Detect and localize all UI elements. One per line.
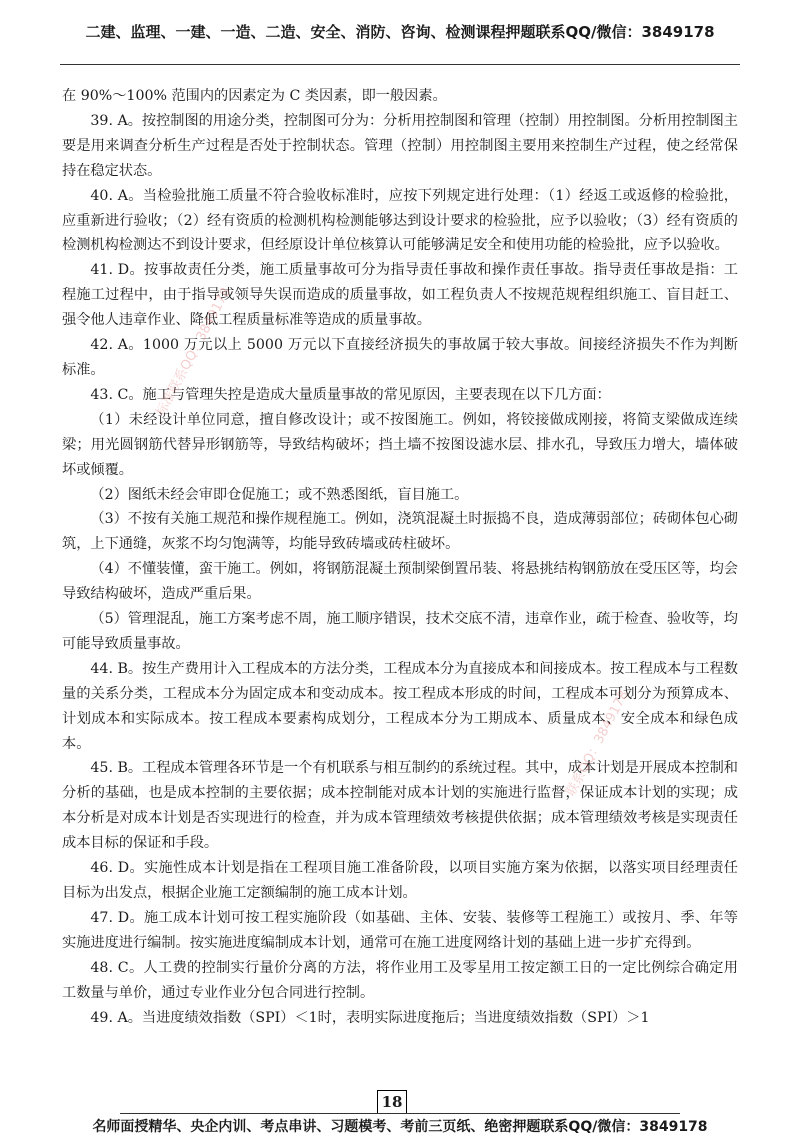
paragraph-continuation: 在 90%～100% 范围内的因素定为 C 类因素，即一般因素。 [62,88,447,104]
page-body [62,84,738,1030]
answer-48: 48. C。人工费的控制实行量价分离的方法，将作业用工及零星用工按定额工日的一定比例综合确定用工数量与单价，通过专业作业分包合同进行控制。 [62,959,738,1001]
page-number: 18 [377,1090,407,1114]
header-divider [60,64,740,65]
answer-43-item-4: （4）不懂装懂，蛮干施工。例如，将钢筋混凝土预制梁倒置吊装、将悬挑结构钢筋放在受压区等，均会导致结构破坏，造成严重后果。 [62,561,738,603]
answer-43-item-3: （3）不按有关施工规范和操作规程施工。例如，浇筑混凝土时振捣不良，造成薄弱部位；砖砌体包心砌筑，上下通缝，灰浆不均匀饱满等，均能导致砖墙或砖柱破坏。 [62,511,738,553]
answer-46: 46. D。实施性成本计划是指在工程项目施工准备阶段，以项目实施方案为依据，以落实项目经理责任目标为出发点，根据企业施工定额编制的施工成本计划。 [62,860,738,901]
answer-43-item-1: （1）未经设计单位同意，擅自修改设计；或不按图施工。例如，将铰接做成刚接，将简支梁做成连续梁；用光圆钢筋代替异形钢筋等，导致结构破坏；挡土墙不按图设滤水层、排水孔，导致压力增大，墙体破坏或倾覆。 [62,411,738,478]
watermark: 标准联系QQ：3849178 [153,285,235,419]
answer-40: 40. A。当检验批施工质量不符合验收标准时，应按下列规定进行处理：（1）经返工或返修的检验批，应重新进行验收；（2）经有资质的检测机构检测能够达到设计要求的检验批，应予以验收；（3）经有资质的检测机构检测达不到设计要求，但经原设计单位核算认可能够满足安全和使用功能的检验批，应予以验收。 [62,187,738,254]
answer-43: 43. C。施工与管理失控是造成大量质量事故的常见原因，主要表现在以下几方面： [90,386,611,403]
answer-41: 41. D。按事故责任分类，施工质量事故可分为指导责任事故和操作责任事故。指导责任事故是指：工程施工过程中，由于指导或领导失误而造成的质量事故，如工程负责人不按规范规程组织施工、盲目赶工、强令他人违章作业、降低工程质量标准等造成的质量事故。 [62,262,738,329]
answer-45: 45. B。工程成本管理各环节是一个有机联系与相互制约的系统过程。其中，成本计划是开展成本控制和分析的基础，也是成本控制的主要依据；成本控制能对成本计划的实施进行监督，保证成本计划的实现；成本分析是对成本计划是否实现进行的检查，并为成本管理绩效考核提供依据；成本管理绩效考核是实现责任成本目标的保证和手段。 [62,760,738,852]
answer-44: 44. B。按生产费用计入工程成本的方法分类，工程成本分为直接成本和间接成本。按工程成本与工程数量的关系分类，工程成本分为固定成本和变动成本。按工程成本形成的时间，工程成本可划分为预算成本、计划成本和实际成本。按工程成本要素构成划分，工程成本分为工期成本、质量成本、安全成本和绿色成本。 [62,660,738,752]
answer-47: 47. D。施工成本计划可按工程实施阶段（如基础、主体、安装、装修等工程施工）或按月、季、年等实施进度进行编制。按实施进度编制成本计划，通常可在施工进度网络计划的基础上进一步扩充得到。 [62,909,738,951]
answer-43-item-2: （2）图纸未经会审即仓促施工；或不熟悉图纸，盲目施工。 [90,486,469,503]
answer-39: 39. A。按控制图的用途分类，控制图可分为：分析用控制图和管理（控制）用控制图。分析用控制图主要是用来调查分析生产过程是否处于控制状态。管理（控制）用控制图主要用来控制生产过程，使之经常保持在稳定状态。 [62,112,738,179]
watermark: 联系QQ：3849178 [563,688,632,799]
page-footer: 名师面授精华、央企内训、考点串讲、习题模考、考前三页纸、绝密押题联系QQ/微信：3849178 [92,1119,708,1135]
answer-42: 42. A。1000 万元以上 5000 万元以下直接经济损失的事故属于较大事故。间接经济损失不作为判断标准。 [62,337,738,378]
answer-43-item-5: （5）管理混乱，施工方案考虑不周，施工顺序错误，技术交底不清，违章作业，疏于检查、验收等，均可能导致质量事故。 [62,611,738,652]
page-header: 二建、监理、一建、一造、二造、安全、消防、咨询、检测课程押题联系QQ/微信：3849178 [85,23,715,41]
answer-49: 49. A。当进度绩效指数（SPI）＜1时，表明实际进度拖后；当进度绩效指数（SPI）＞1 [90,1009,650,1026]
